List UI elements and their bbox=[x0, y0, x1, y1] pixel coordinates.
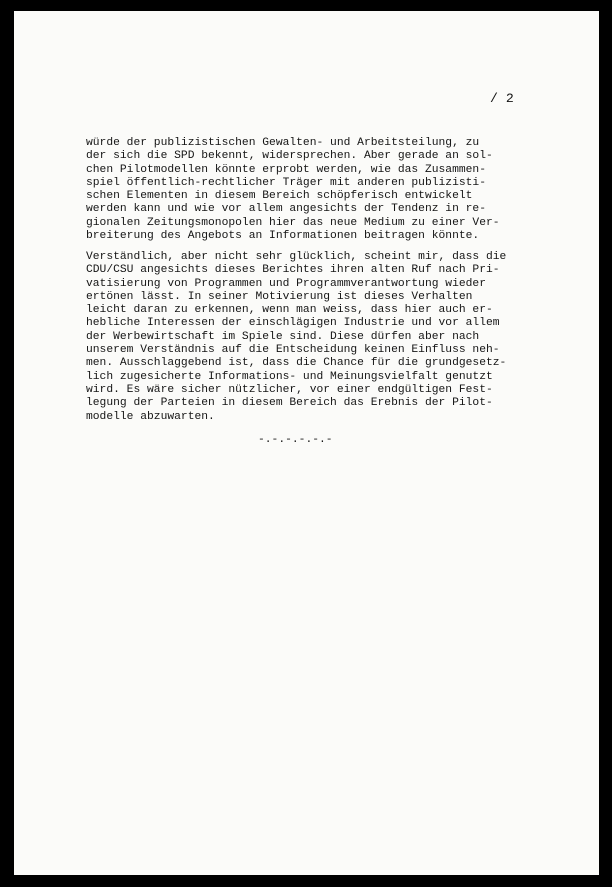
text-line: ertönen lässt. In seiner Motivierung ist dieses Verhalten bbox=[86, 290, 473, 303]
text-line: gionalen Zeitungsmonopolen hier das neue Medium zu einer Ver- bbox=[86, 216, 500, 229]
text-line: vatisierung von Programmen und Programmverantwortung wieder bbox=[86, 277, 486, 290]
text-line: breiterung des Angebots an Informationen beitragen könnte. bbox=[86, 230, 480, 243]
paragraph-1 bbox=[86, 137, 500, 243]
text-line: Verständlich, aber nicht sehr glücklich, scheint mir, dass die bbox=[86, 251, 507, 263]
document-page bbox=[14, 11, 599, 875]
text-line: legung der Parteien in diesem Bereich das Erebnis der Pilot- bbox=[86, 397, 493, 410]
text-line: wird. Es wäre sicher nützlicher, vor einer endgültigen Fest- bbox=[86, 383, 493, 396]
text-line: spiel öffentlich-rechtlicher Träger mit anderen publizisti- bbox=[86, 176, 486, 189]
text-line: lich zugesicherte Informations- und Meinungsvielfalt genutzt bbox=[86, 370, 493, 383]
text-line: CDU/CSU angesichts dieses Berichtes ihren alten Ruf nach Pri- bbox=[86, 264, 500, 277]
text-line: leicht daran zu erkennen, wenn man weiss, dass hier auch er- bbox=[86, 304, 493, 317]
text-line: chen Pilotmodellen könnte erprobt werden, wie das Zusammen- bbox=[86, 163, 486, 176]
paragraph-2 bbox=[86, 251, 506, 424]
text-line: werden kann und wie vor allem angesichts der Tendenz in re- bbox=[86, 203, 486, 216]
text-line: schen Elementen in diesem Bereich schöpferisch entwickelt bbox=[86, 190, 473, 203]
end-separator: -.-.-.-.-.- bbox=[258, 434, 333, 446]
text-line: hebliche Interessen der einschlägigen Industrie und vor allem bbox=[86, 317, 500, 330]
text-line: unserem Verständnis auf die Entscheidung keinen Einfluss neh- bbox=[86, 344, 500, 357]
text-line: würde der publizistischen Gewalten- und Arbeitsteilung, zu bbox=[86, 137, 480, 149]
text-line: modelle abzuwarten. bbox=[86, 410, 215, 423]
text-line: der Werbewirtschaft im Spiele sind. Diese dürfen aber nach bbox=[86, 330, 480, 343]
text-line: men. Ausschlaggebend ist, dass die Chance für die grundgesetz- bbox=[86, 357, 507, 370]
page-number: / 2 bbox=[490, 91, 514, 106]
text-line: der sich die SPD bekennt, widersprechen. Aber gerade an sol- bbox=[86, 150, 493, 163]
